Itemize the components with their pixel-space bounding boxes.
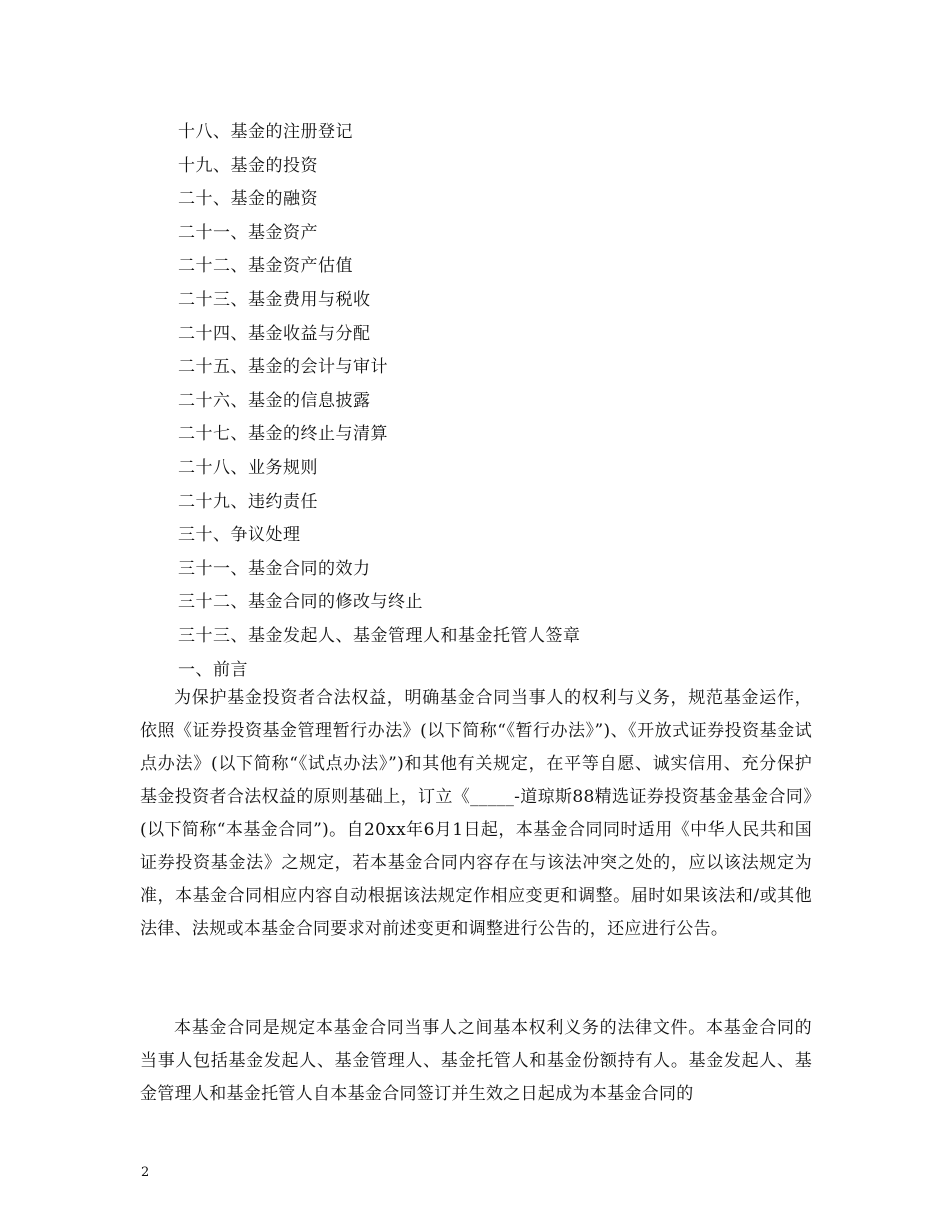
toc-item: 二十六、基金的信息披露 — [178, 390, 371, 411]
body-paragraph: 为保护基金投资者合法权益，明确基金合同当事人的权利与义务，规范基金运作，依照《证券投资基金管理暂行办法》(以下简称“《暂行办法》”)、《开放式证券投资基金试点办法》(以下简称“《试点办法》”)和其他有关规定，在平等自愿、诚实信用、充分保护基金投资者合法权益的原则基础上，订立《_____-道琼斯88精选证券投资基金基金合同》(以下简称“本基金合同”)。自20xx年6月1日起，本基金合同同时适用《中华人民共和国证券投资基金法》之规定，若本基金合同内容存在与该法冲突之处的，应以该法规定为准，本基金合同相应内容自动根据该法规定作相应变更和调整。届时如果该法和/或其他法律、法规或本基金合同要求对前述变更和调整进行公告的，还应进行公告。 — [140, 688, 812, 939]
toc-item: 二十、基金的融资 — [178, 189, 318, 210]
toc-item: 三十一、基金合同的效力 — [178, 558, 371, 579]
toc-item: 二十八、业务规则 — [178, 457, 318, 478]
page-number: 2 — [141, 1165, 150, 1180]
toc-item: 二十三、基金费用与税收 — [178, 289, 371, 310]
section-heading: 一、前言 — [178, 659, 248, 680]
toc-item: 二十五、基金的会计与审计 — [178, 357, 388, 378]
body-paragraph: 本基金合同是规定本基金合同当事人之间基本权利义务的法律文件。本基金合同的当事人包括基金发起人、基金管理人、基金托管人和基金份额持有人。基金发起人、基金管理人和基金托管人自本基金合同签订并生效之日起成为本基金合同的 — [140, 1018, 812, 1104]
toc-item: 二十七、基金的终止与清算 — [178, 424, 388, 445]
toc-item: 十九、基金的投资 — [178, 155, 318, 176]
toc-item: 二十一、基金资产 — [178, 222, 318, 243]
toc-item: 二十九、违约责任 — [178, 491, 318, 512]
toc-item: 二十四、基金收益与分配 — [178, 323, 371, 344]
table-of-contents — [178, 116, 818, 687]
toc-item: 三十二、基金合同的修改与终止 — [178, 592, 423, 613]
toc-item: 二十二、基金资产估值 — [178, 256, 353, 277]
toc-item: 十八、基金的注册登记 — [178, 122, 353, 142]
toc-item: 三十三、基金发起人、基金管理人和基金托管人签章 — [178, 625, 581, 646]
toc-item: 三十、争议处理 — [178, 525, 301, 546]
